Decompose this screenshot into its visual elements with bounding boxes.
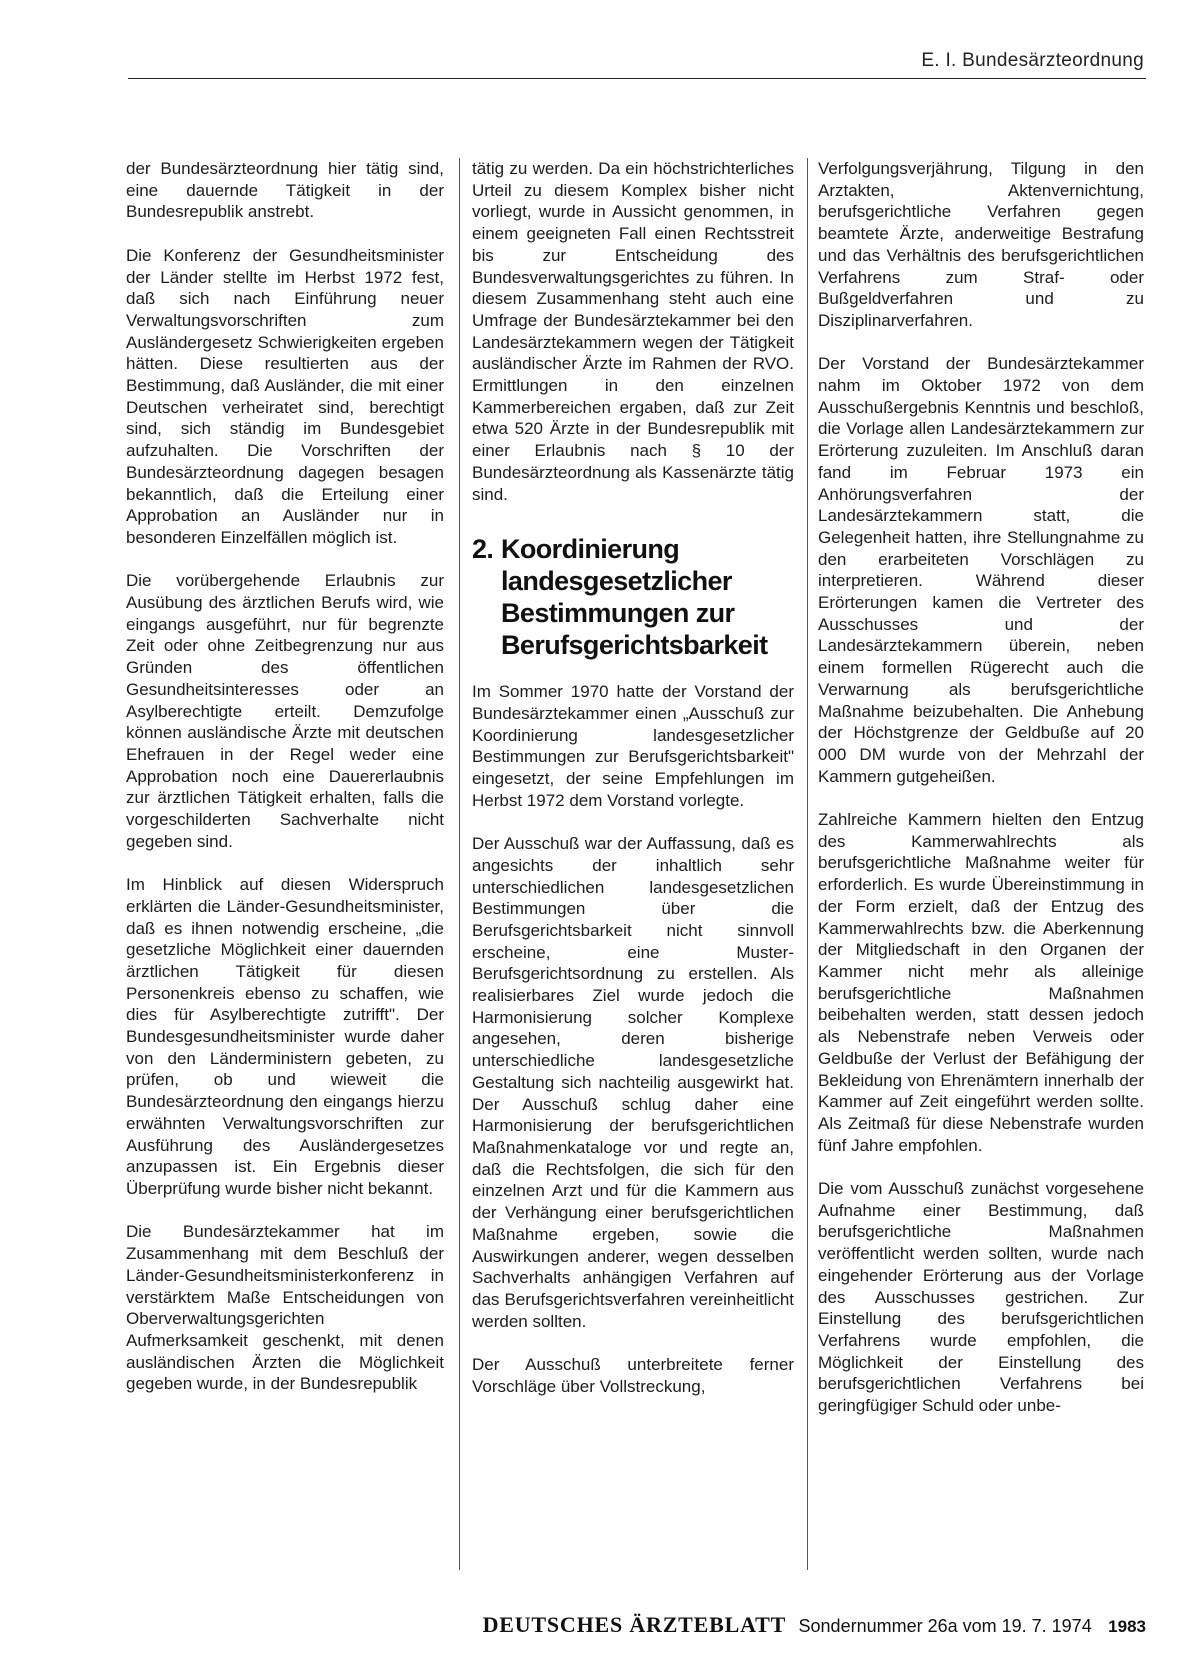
page-number: 1983: [1108, 1617, 1146, 1636]
header-rule: [128, 78, 1146, 79]
running-title: E. I. Bundesärzteordnung: [921, 50, 1144, 71]
page-footer: [430, 1612, 1146, 1638]
paragraph: tätig zu werden. Da ein höchstrichterliches Urteil zu diesem Komplex bisher nicht vorliegt, wurde in Aussicht genommen, in einem geeigneten Fall einen Rechtsstreit bis zur Entscheidung des Bundesverwaltungsgerichtes zu führen. In diesem Zusammenhang steht auch eine Umfrage der Bundesärztekammer bei den Landesärztekammern wegen der Tätigkeit ausländischer Ärzte im Rahmen der RVO. Ermittlungen in den einzelnen Kammerbereichen ergaben, daß zur Zeit etwa 520 Ärzte in der Bundesrepublik mit einer Erlaubnis nach § 10 der Bundesärzteordnung als Kassenärzte tätig sind.: [472, 159, 794, 504]
section-heading-line: Koordinierung: [501, 534, 680, 565]
column-divider: [807, 158, 808, 1570]
paragraph: Die Bundesärztekammer hat im Zusammenhang mit dem Beschluß der Länder-Gesundheitsministerkonferenz in verstärktem Maße Entscheidungen von Oberverwaltungsgerichten Aufmerksamkeit geschenkt, mit denen ausländischen Ärzten die Möglichkeit gegeben wurde, in der Bundesrepublik: [126, 1222, 444, 1394]
paragraph: Verfolgungsverjährung, Tilgung in den Arztakten, Aktenvernichtung, berufsgerichtliche Verfahren gegen beamtete Ärzte, anderweitige Bestrafung und das Verhältnis des berufsgerichtlichen Verfahrens zum Straf- oder Bußgeldverfahren und zu Disziplinarverfahren.: [818, 159, 1144, 330]
text-column-1: [126, 158, 444, 1417]
section-heading: [472, 533, 794, 661]
section-heading-line: Berufsgerichtsbarkeit: [501, 630, 768, 661]
section-heading-line: landesgesetzlicher: [501, 566, 732, 597]
journal-name: DEUTSCHES ÄRZTEBLATT: [482, 1612, 787, 1637]
paragraph: der Bundesärzteordnung hier tätig sind, eine dauernde Tätigkeit in der Bundesrepublik anstrebt.: [126, 159, 444, 222]
column-divider: [459, 158, 460, 1570]
text-column-2: [472, 158, 794, 1419]
paragraph: Die vom Ausschuß zunächst vorgesehene Aufnahme einer Bestimmung, daß berufsgerichtliche Maßnahmen veröffentlicht werden sollten, wurde nach eingehender Erörterung aus der Vorlage des Ausschusses gestrichen. Zur Einstellung des berufsgerichtlichen Verfahrens wurde empfohlen, die Möglichkeit der Einstellung des berufsgerichtlichen Verfahrens bei geringfügiger Schuld oder unbe-: [818, 1179, 1144, 1416]
paragraph: Die vorübergehende Erlaubnis zur Ausübung des ärztlichen Berufs wird, wie eingangs ausgeführt, nur für begrenzte Zeit oder ohne Zeitbegrenzung nur aus Gründen des öffentlichen Gesundheitsinteresses oder an Asylberechtigte erteilt. Demzufolge können ausländische Ärzte mit deutschen Ehefrauen in der Regel weder eine Approbation noch eine Dauererlaubnis zur ärztlichen Tätigkeit erhalten, falls die vorgeschilderten Sachverhalte nicht gegeben sind.: [126, 571, 444, 851]
paragraph: Der Ausschuß war der Auffassung, daß es angesichts der inhaltlich sehr unterschiedlichen landesgesetzlichen Bestimmungen über die Berufsgerichtsbarkeit nicht sinnvoll erscheine, eine Muster-Berufsgerichtsordnung zu erstellen. Als realisierbares Ziel wurde jedoch die Harmonisierung solcher Komplexe angesehen, deren bisherige unterschiedliche landesgesetzliche Gestaltung sich nachteilig ausgewirkt hat. Der Ausschuß schlug daher eine Harmonisierung der berufsgerichtlichen Maßnahmenkataloge vor und regte an, daß die Rechtsfolgen, die sich für den einzelnen Arzt und für die Kammern aus der Verhängung einer berufsgerichtlichen Maßnahme ergeben, sowie die Auswirkungen anderer, wegen desselben Sachverhalts anhängigen Verfahren auf das Berufsgerichtsverfahren vereinheitlicht werden sollten.: [472, 834, 794, 1331]
paragraph: Im Hinblick auf diesen Widerspruch erklärten die Länder-Gesundheitsminister, daß es ihnen notwendig erscheine, „die gesetzliche Möglichkeit einer dauernden ärztlichen Tätigkeit für diesen Personenkreis ebenso zu schaffen, wie dies für Asylberechtigte zutrifft". Der Bundesgesundheitsminister wurde daher von den Länderministern gebeten, zu prüfen, ob und wieweit die Bundesärzteordnung den eingangs hierzu erwähnten Verwaltungsvorschriften zur Ausführung des Ausländergesetzes anzupassen ist. Ein Ergebnis dieser Überprüfung wurde bisher nicht bekannt.: [126, 875, 444, 1198]
text-column-3: [818, 158, 1144, 1438]
paragraph: Die Konferenz der Gesundheitsminister der Länder stellte im Herbst 1972 fest, daß sich nach Einführung neuer Verwaltungsvorschriften zum Ausländergesetz Schwierigkeiten ergeben hätten. Diese resultierten aus der Bestimmung, daß Ausländer, die mit einer Deutschen verheiratet sind, berechtigt sind, sich ständig im Bundesgebiet aufzuhalten. Die Vorschriften der Bundesärzteordnung dagegen besagen bekanntlich, daß die Erteilung einer Approbation an Ausländer nur in besonderen Einzelfällen möglich ist.: [126, 245, 444, 547]
paragraph: Der Ausschuß unterbreitete ferner Vorschläge über Vollstreckung,: [472, 1355, 794, 1396]
issue-info: Sondernummer 26a vom 19. 7. 1974: [798, 1616, 1092, 1636]
paragraph: Der Vorstand der Bundesärztekammer nahm im Oktober 1972 von dem Ausschußergebnis Kenntnis und beschloß, die Vorlage allen Landesärztekammern zur Erörterung zuzuleiten. Im Anschluß daran fand im Februar 1973 ein Anhörungsverfahren der Landesärztekammern statt, die Gelegenheit hatten, ihre Stellungnahme zu den erarbeiteten Vorschlägen zu interpretieren. Während dieser Erörterungen kamen die Vertreter des Ausschusses und der Landesärztekammern überein, neben einem formellen Rügerecht auch die Verwarnung als berufsgerichtliche Maßnahme beizubehalten. Die Anhebung der Höchstgrenze der Geldbuße auf 20 000 DM wurde von der Mehrzahl der Kammern gutgeheißen.: [818, 354, 1144, 786]
paragraph: Im Sommer 1970 hatte der Vorstand der Bundesärztekammer einen „Ausschuß zur Koordinierung landesgesetzlicher Bestimmungen zur Berufsgerichtsbarkeit" eingesetzt, der seine Empfehlungen im Herbst 1972 dem Vorstand vorlegte.: [472, 682, 794, 810]
section-number: 2.: [472, 534, 494, 565]
paragraph: Zahlreiche Kammern hielten den Entzug des Kammerwahlrechts als berufsgerichtliche Maßnahme weiter für erforderlich. Es wurde Übereinstimmung in der Form erzielt, daß der Entzug des Kammerwahlrechts bzw. die Aberkennung der Mitgliedschaft in den Organen der Kammer nicht mehr als alleinige berufsgerichtliche Maßnahmen beibehalten werden, statt dessen jedoch als Nebenstrafe neben Verweis oder Geldbuße der Verlust der Befähigung der Bekleidung von Ehrenämtern innerhalb der Kammer auf Zeit eingeführt werden sollte. Als Zeitmaß für diese Nebenstrafe wurden fünf Jahre empfohlen.: [818, 810, 1144, 1155]
section-heading-line: Bestimmungen zur: [501, 598, 735, 629]
